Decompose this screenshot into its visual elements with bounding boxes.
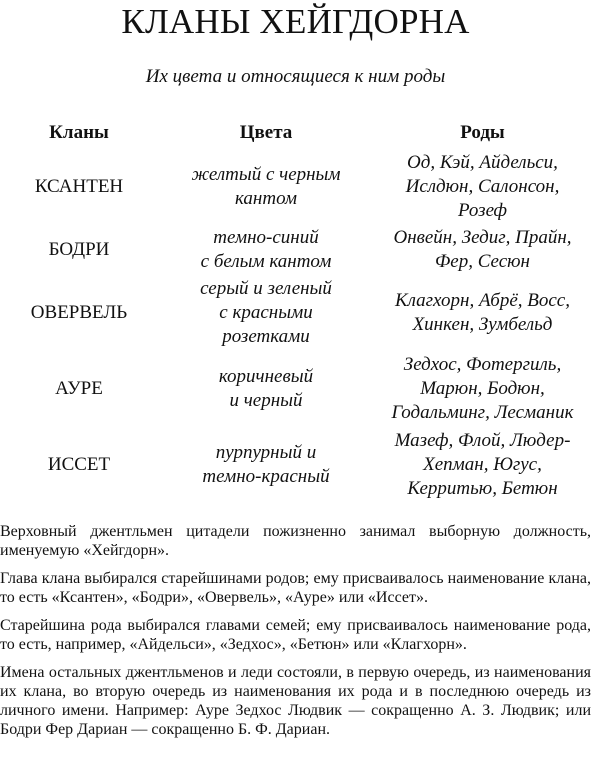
clan-houses-line: Марюн, Бодюн, — [420, 378, 545, 399]
clan-colors — [158, 351, 374, 427]
page-title: КЛАНЫ ХЕЙГДОРНА — [121, 2, 470, 41]
table-row — [0, 225, 591, 275]
clan-colors — [158, 275, 374, 351]
clan-colors-line: темно-синий — [213, 227, 319, 248]
clan-name: АУРЕ — [55, 378, 103, 399]
clan-colors-line: с белым кантом — [200, 251, 332, 272]
clan-name: ОВЕРВЕЛЬ — [30, 302, 128, 323]
clan-houses — [374, 149, 591, 225]
clan-houses-line: Керритью, Бетюн — [407, 478, 558, 499]
clan-houses — [374, 351, 591, 427]
clan-colors-line: темно-красный — [202, 466, 330, 487]
clan-houses-line: Од, Кэй, Айдельси, — [407, 152, 558, 173]
clan-houses — [374, 427, 591, 503]
clan-houses-line: Годальминг, Лесманик — [391, 402, 574, 423]
paragraph: Старейшина рода выбирался главами семей; ему присваивалось наименование рода, то есть, например, «Айдельси», «Зедхос», «Бетюн» или «Клагхорн». — [0, 617, 591, 653]
notes-section — [0, 522, 591, 739]
paragraph: Глава клана выбирался старейшинами родов; ему присваивалось наименование клана, то есть «Ксантен», «Бодри», «Овервель», «Ауре» или «Иссет». — [0, 570, 591, 606]
clan-name: БОДРИ — [48, 239, 110, 260]
page-subtitle: Их цвета и относящиеся к ним роды — [145, 66, 446, 87]
clan-colors-line: пурпурный и — [215, 442, 317, 463]
table-row — [0, 275, 591, 351]
clan-houses-line: Хепман, Югус, — [423, 454, 542, 475]
header-houses: Роды — [460, 122, 505, 143]
clan-colors-line: и черный — [229, 390, 303, 411]
header-colors: Цвета — [239, 122, 293, 143]
clan-colors — [158, 225, 374, 275]
clan-colors-line: коричневый — [218, 366, 314, 387]
clan-colors-line: серый и зеленый — [200, 278, 332, 299]
clan-colors — [158, 427, 374, 503]
clan-houses — [374, 275, 591, 351]
clan-houses-line: Фер, Сесюн — [435, 251, 530, 272]
clan-colors — [158, 149, 374, 225]
clan-houses — [374, 225, 591, 275]
table-row — [0, 149, 591, 225]
clan-houses-line: Онвейн, Зедиг, Прайн, — [393, 227, 572, 248]
clan-houses-line: Клагхорн, Абрё, Восс, — [395, 290, 570, 311]
clan-colors-line: кантом — [235, 188, 297, 209]
clan-name: КСАНТЕН — [34, 176, 124, 197]
clan-colors-line: розетками — [222, 326, 310, 347]
paragraph: Имена остальных джентльменов и леди состояли, в первую очередь, из наименования их клана, во вторую очередь из наименования их рода и в последнюю очередь из личного имени. Например: Ауре Зедхос Людвик — сокращенно А. З. Людвик; или Бодри Фер Дариан — сокращенно Б. Ф. Дариан. — [0, 664, 591, 738]
clan-houses-line: Мазеф, Флой, Людер- — [394, 430, 571, 451]
table-header-row — [0, 121, 591, 149]
clan-houses-line: Розеф — [457, 200, 508, 221]
clan-colors-line: желтый с черным — [191, 164, 341, 185]
clan-houses-line: Хинкен, Зумбельд — [412, 314, 553, 335]
table-row — [0, 351, 591, 427]
clan-colors-line: с красными — [219, 302, 313, 323]
clans-table — [0, 121, 591, 503]
paragraph: Верховный джентльмен цитадели пожизненно занимал выборную должность, именуемую «Хейгдорн». — [0, 523, 591, 559]
clan-houses-line: Зедхос, Фотергиль, — [403, 354, 562, 375]
clan-name: ИССЕТ — [47, 454, 111, 475]
header-clans: Кланы — [49, 122, 109, 143]
table-row — [0, 427, 591, 503]
clan-houses-line: Иcлдюн, Салонсон, — [405, 176, 560, 197]
